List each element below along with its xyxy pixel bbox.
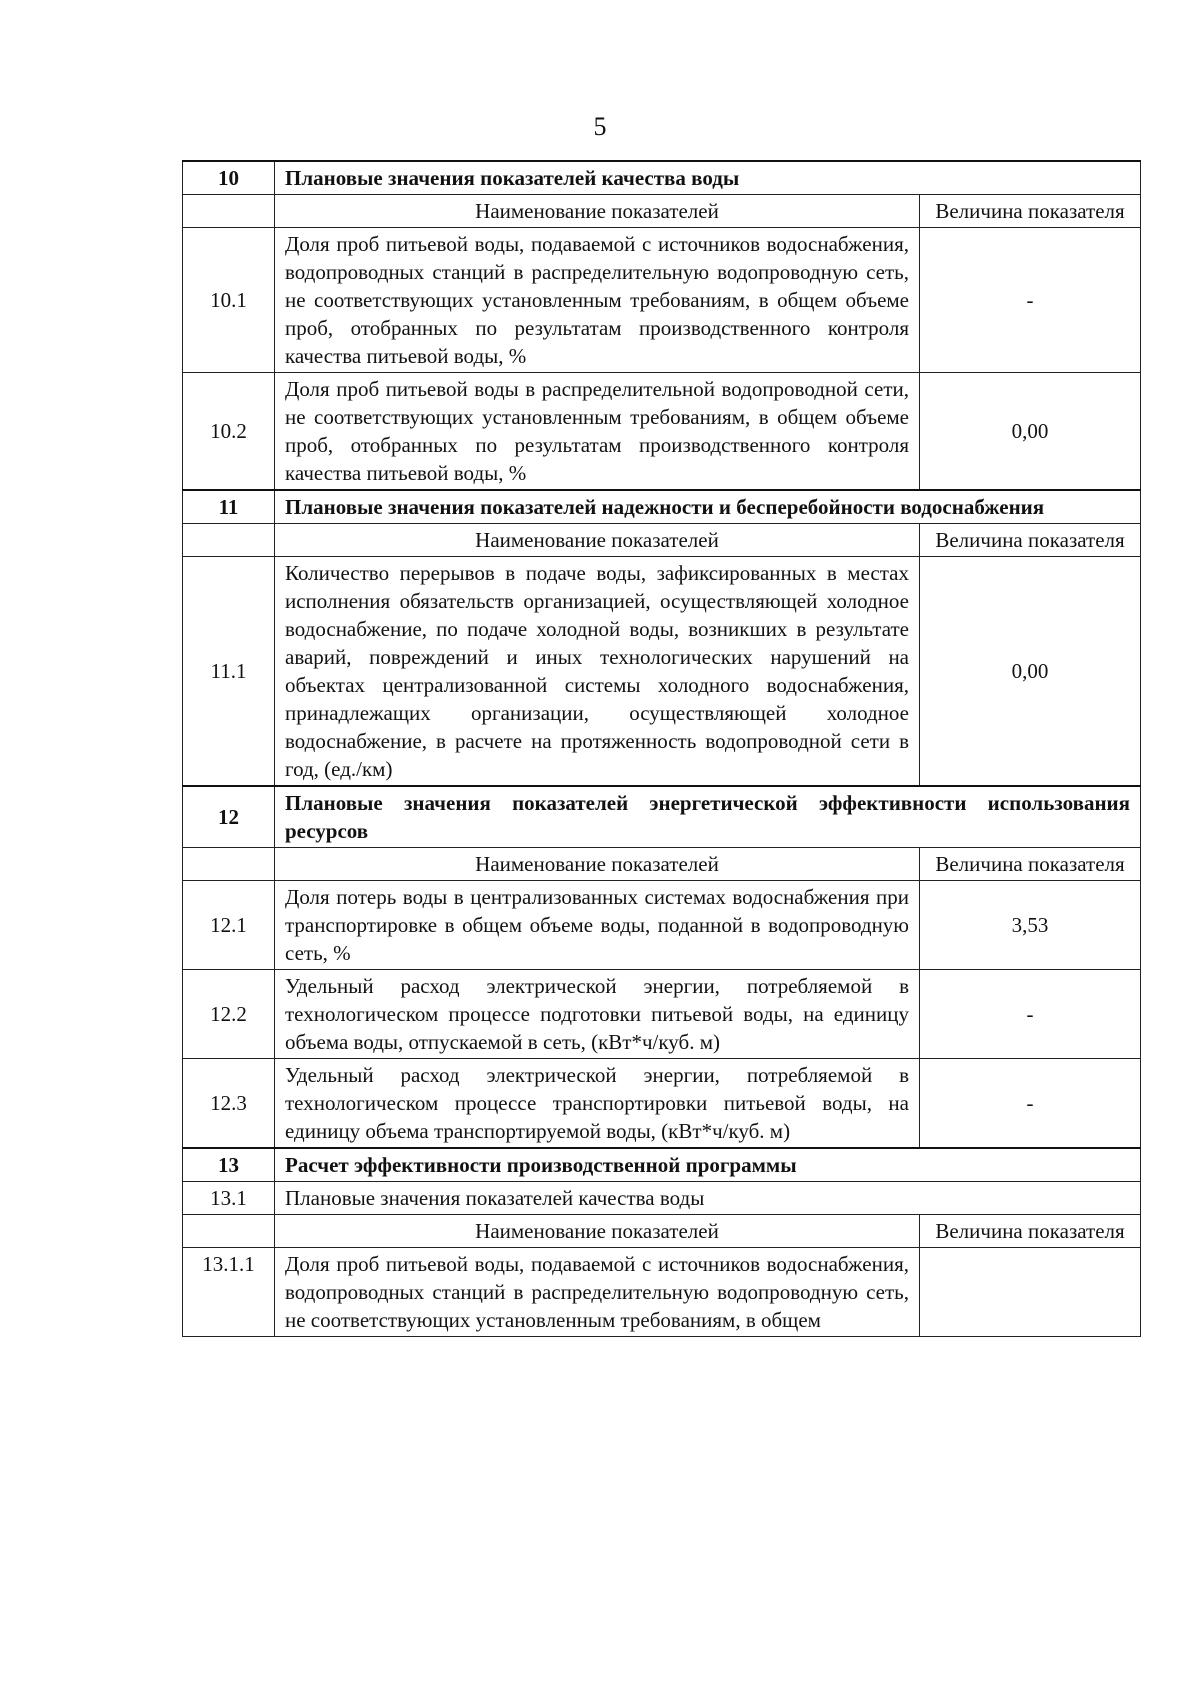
- table-row-11-1: [183, 557, 1141, 787]
- section-row-13: [183, 1148, 1141, 1182]
- table-row-13-1-1: [183, 1248, 1141, 1337]
- section-title: Плановые значения показателей энергетической эффективности использования ресурсов: [275, 786, 1141, 848]
- section-row-10: [183, 161, 1141, 195]
- header-row: [183, 848, 1141, 881]
- row-text: Доля проб питьевой воды, подаваемой с источников водоснабжения, водопроводных станций в распределительную водопроводную сеть, не соответствующих установленным требованиям, в общем: [275, 1248, 920, 1337]
- indicators-table: [182, 160, 1141, 1337]
- header-row: [183, 1215, 1141, 1248]
- table-row-12-3: [183, 1059, 1141, 1149]
- section-number: 10: [183, 161, 275, 195]
- row-text: Доля потерь воды в централизованных системах водоснабжения при транспортировке в общем объеме воды, поданной в водопроводную сеть, %: [275, 881, 920, 970]
- header-row: [183, 524, 1141, 557]
- header-name: Наименование показателей: [275, 195, 920, 228]
- subsection-title: Плановые значения показателей качества воды: [275, 1182, 1141, 1215]
- row-text: Удельный расход электрической энергии, потребляемой в технологическом процессе транспортировки питьевой воды, на единицу объема транспортируемой воды, (кВт*ч/куб. м): [275, 1059, 920, 1149]
- row-number: 12.3: [183, 1059, 275, 1149]
- section-row-12: [183, 786, 1141, 848]
- header-empty-cell: [183, 1215, 275, 1248]
- header-row: [183, 195, 1141, 228]
- section-number: 12: [183, 786, 275, 848]
- section-number: 13: [183, 1148, 275, 1182]
- row-number: 13.1.1: [183, 1248, 275, 1337]
- header-empty-cell: [183, 524, 275, 557]
- row-value: -: [920, 228, 1141, 373]
- section-row-11: [183, 490, 1141, 524]
- row-value: [920, 1248, 1141, 1337]
- row-number: 11.1: [183, 557, 275, 787]
- page-number: 5: [593, 112, 607, 141]
- section-title: Плановые значения показателей качества воды: [275, 161, 1141, 195]
- header-value: Величина показателя: [920, 524, 1141, 557]
- header-value: Величина показателя: [920, 1215, 1141, 1248]
- row-number: 12.2: [183, 970, 275, 1059]
- row-number: 10.1: [183, 228, 275, 373]
- header-name: Наименование показателей: [275, 848, 920, 881]
- row-value: 3,53: [920, 881, 1141, 970]
- header-name: Наименование показателей: [275, 524, 920, 557]
- row-value: 0,00: [920, 373, 1141, 491]
- table-row-10-2: [183, 373, 1141, 491]
- section-number: 11: [183, 490, 275, 524]
- row-text: Доля проб питьевой воды в распределительной водопроводной сети, не соответствующих установленным требованиям, в общем объеме проб, отобранных по результатам производственного контроля качества питьевой воды, %: [275, 373, 920, 491]
- row-value: 0,00: [920, 557, 1141, 787]
- section-title: Плановые значения показателей надежности и бесперебойности водоснабжения: [275, 490, 1141, 524]
- row-value: -: [920, 1059, 1141, 1149]
- row-number: 10.2: [183, 373, 275, 491]
- header-value: Величина показателя: [920, 848, 1141, 881]
- subsection-number: 13.1: [183, 1182, 275, 1215]
- header-empty-cell: [183, 195, 275, 228]
- row-text: Количество перерывов в подаче воды, зафиксированных в местах исполнения обязательств организацией, осуществляющей холодное водоснабжение, по подаче холодной воды, возникших в результате аварий, повреждений и иных технологических нарушений на объектах централизованной системы холодного водоснабжения, принадлежащих организации, осуществляющей холодное водоснабжение, в расчете на протяженность водопроводной сети в год, (ед./км): [275, 557, 920, 787]
- row-text: Доля проб питьевой воды, подаваемой с источников водоснабжения, водопроводных станций в распределительную водопроводную сеть, не соответствующих установленным требованиям, в общем объеме проб, отобранных по результатам производственного контроля качества питьевой воды, %: [275, 228, 920, 373]
- row-value: -: [920, 970, 1141, 1059]
- header-value: Величина показателя: [920, 195, 1141, 228]
- table-row-12-1: [183, 881, 1141, 970]
- section-title: Расчет эффективности производственной программы: [275, 1148, 1141, 1182]
- row-text: Удельный расход электрической энергии, потребляемой в технологическом процессе подготовки питьевой воды, на единицу объема воды, отпускаемой в сеть, (кВт*ч/куб. м): [275, 970, 920, 1059]
- header-name: Наименование показателей: [275, 1215, 920, 1248]
- header-empty-cell: [183, 848, 275, 881]
- table-row-10-1: [183, 228, 1141, 373]
- row-number: 12.1: [183, 881, 275, 970]
- subsection-row-13-1: [183, 1182, 1141, 1215]
- table-row-12-2: [183, 970, 1141, 1059]
